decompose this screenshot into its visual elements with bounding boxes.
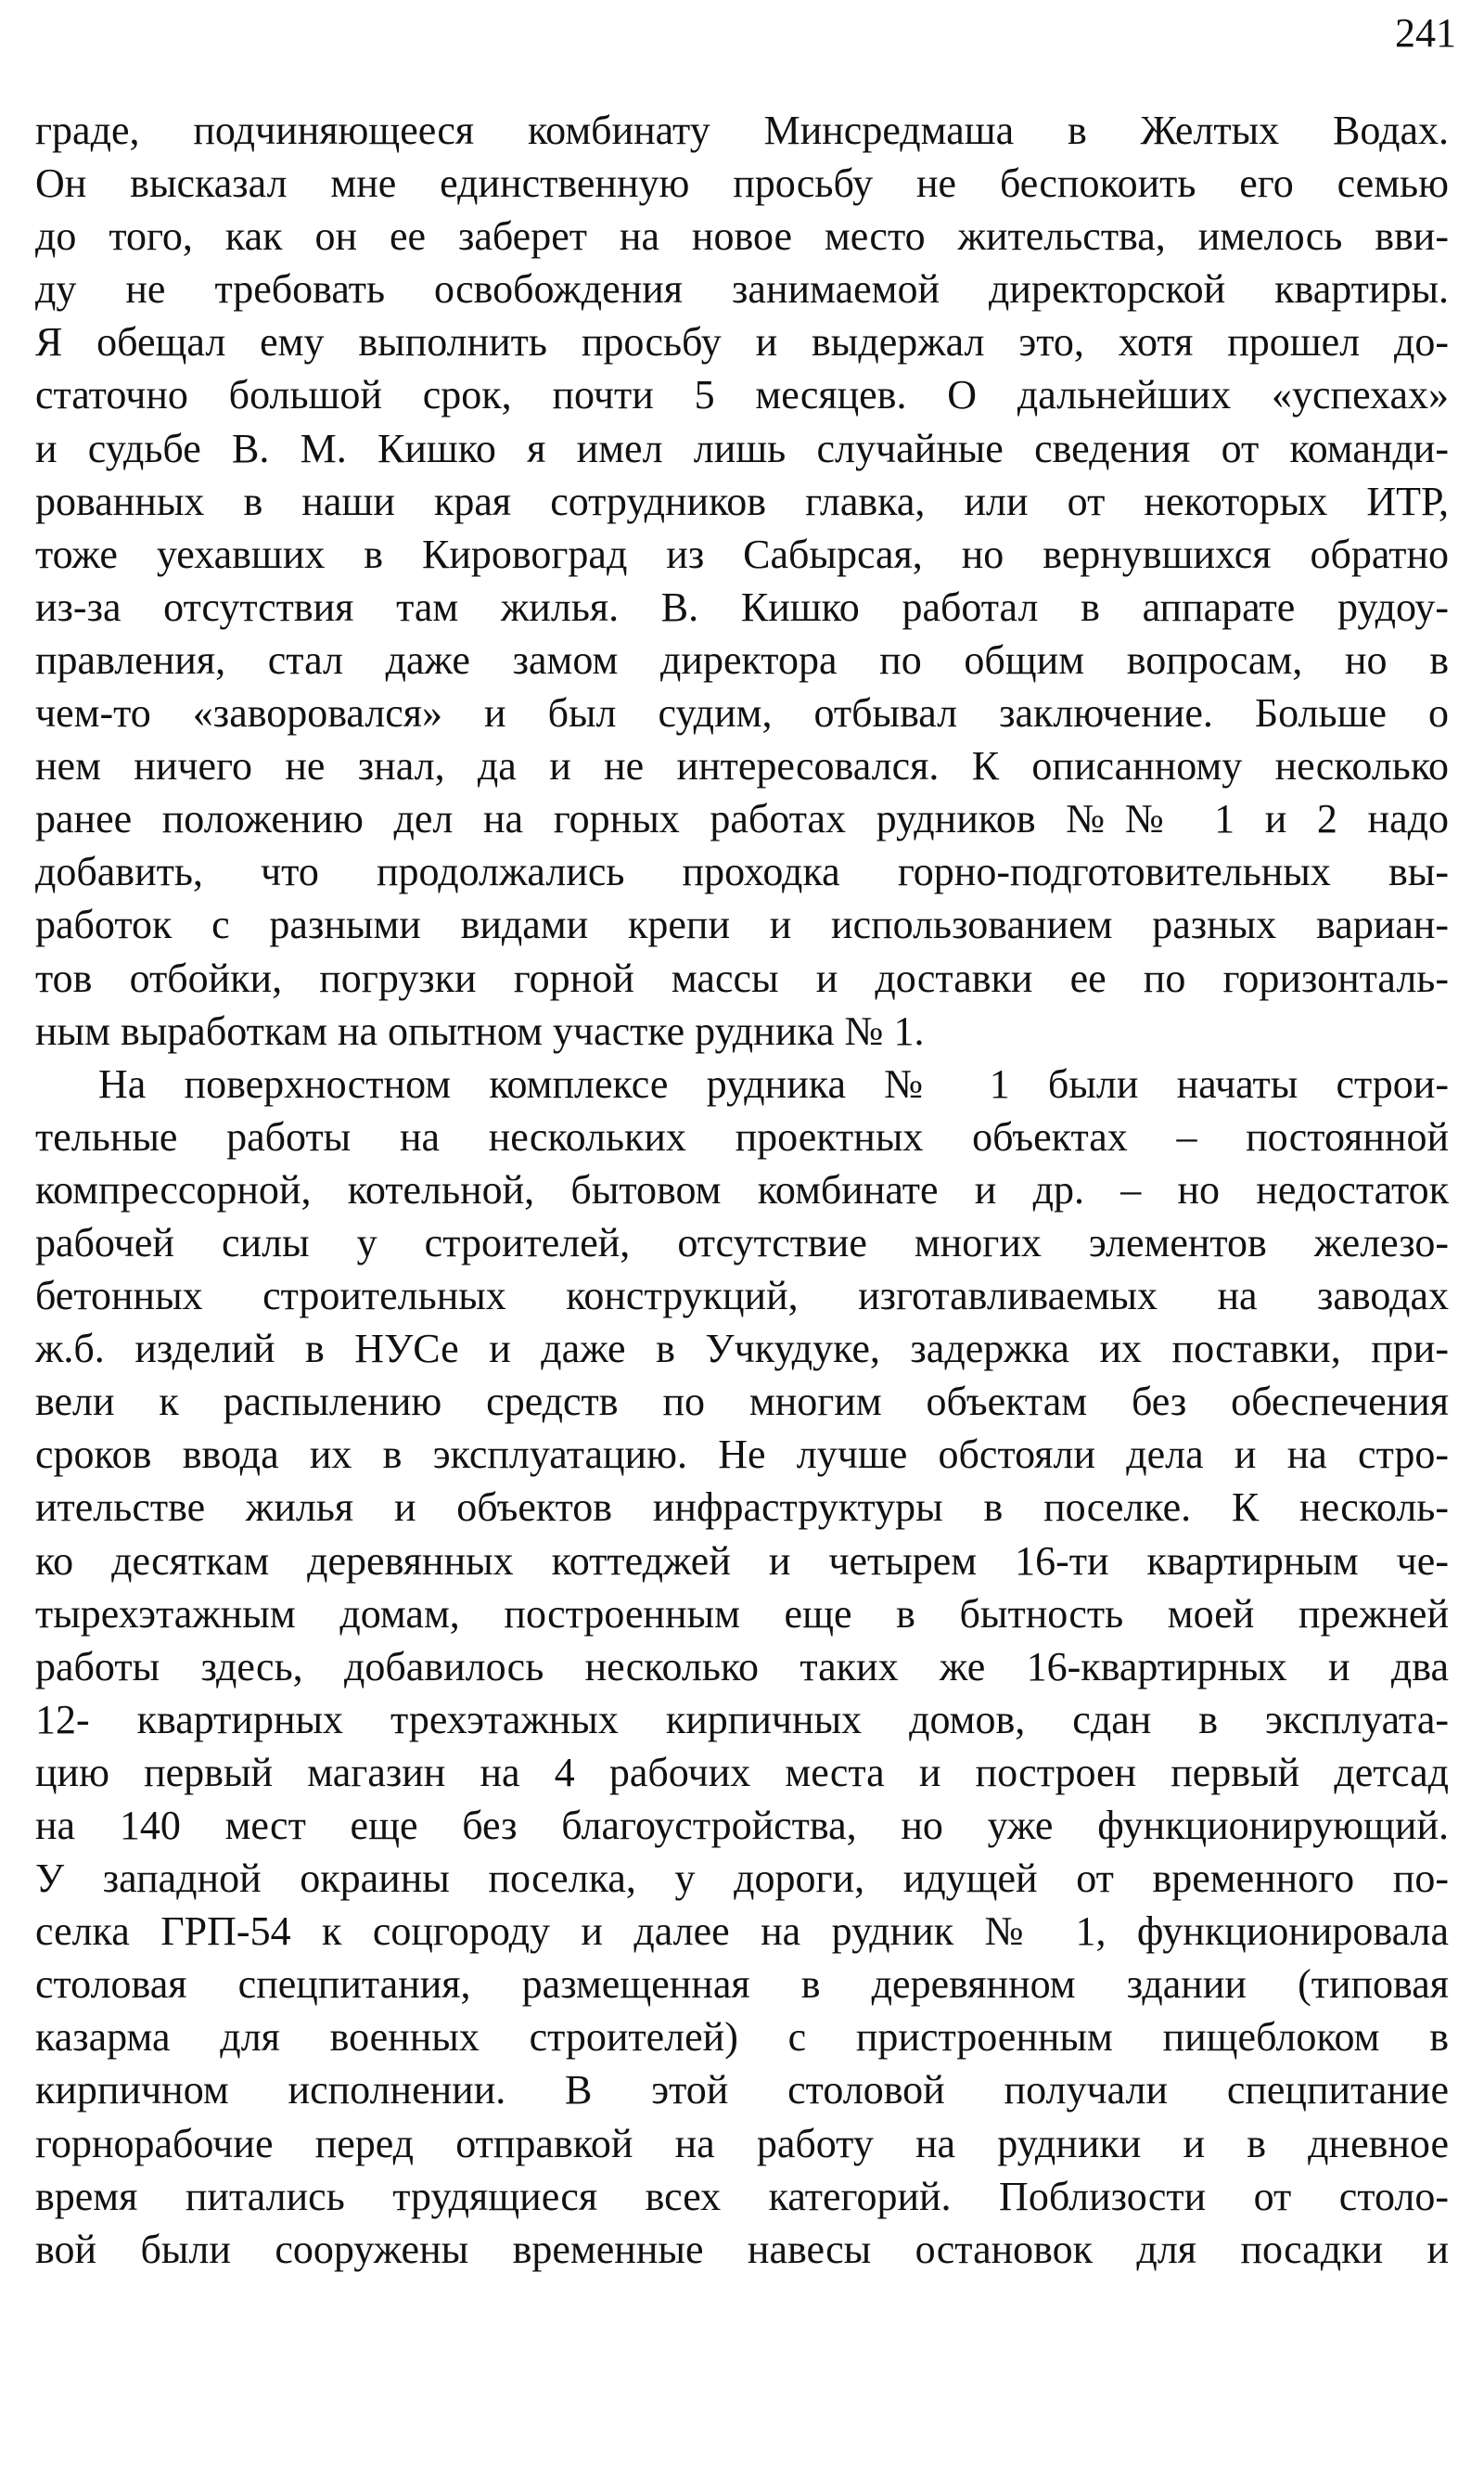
text-line: до того, как он ее заберет на новое место жительства, имелось вви- xyxy=(35,213,1449,260)
text-line: горнорабочие перед отправкой на работу на рудники и в дневное xyxy=(35,2120,1449,2166)
text-line: время питались трудящиеся всех категорий. Поблизости от столо- xyxy=(35,2173,1449,2219)
text-line: тоже уехавших в Кировоград из Сабырсая, но вернувшихся обратно xyxy=(35,531,1449,577)
text-line: компрессорной, котельной, бытовом комбинате и др. – но недостаток xyxy=(35,1166,1449,1213)
page-number: 241 xyxy=(1395,10,1456,56)
text-line: чем-то «заворовался» и был судим, отбывал заключение. Больше о xyxy=(35,690,1449,737)
text-line: тов отбойки, погрузки горной массы и доставки ее по горизонталь- xyxy=(35,955,1449,1001)
text-line: На поверхностном комплексе рудника № 1 были начаты строи- xyxy=(98,1060,1449,1107)
text-line: сроков ввода их в эксплуатацию. Не лучше обстояли дела и на стро- xyxy=(35,1432,1449,1478)
text-line: нем ничего не знал, да и не интересовался. К описанному несколько xyxy=(35,743,1449,790)
text-line: и судьбе В. М. Кишко я имел лишь случайные сведения от команди- xyxy=(35,425,1449,471)
text-line: тырехэтажным домам, построенным еще в бытность моей прежней xyxy=(35,1590,1449,1637)
text-line: работы здесь, добавилось несколько таких же 16-квартирных и два xyxy=(35,1643,1449,1689)
text-line: ж.б. изделий в НУСе и даже в Учкудуке, задержка их поставки, при- xyxy=(35,1326,1449,1372)
text-line: ко десяткам деревянных коттеджей и четырем 16-ти квартирным че- xyxy=(35,1537,1449,1584)
text-line: добавить, что продолжались проходка горно-подготовительных вы- xyxy=(35,849,1449,895)
text-line: работок с разными видами крепи и использованием разных вариан- xyxy=(35,902,1449,948)
body-text xyxy=(35,104,1449,2276)
text-line: граде, подчиняющееся комбинату Минсредмаша в Желтых Водах. xyxy=(35,108,1449,153)
text-line: рабочей силы у строителей, отсутствие многих элементов железо- xyxy=(35,1219,1449,1265)
text-line: из-за отсутствия там жилья. В. Кишко работал в аппарате рудоу- xyxy=(35,584,1449,630)
text-line: ительстве жилья и объектов инфраструктуры в поселке. К несколь- xyxy=(35,1484,1449,1531)
text-line: Он высказал мне единственную просьбу не беспокоить его семью xyxy=(35,161,1449,207)
text-line: рованных в наши края сотрудников главка, или от некоторых ИТР, xyxy=(35,478,1449,524)
text-line: вели к распылению средств по многим объектам без обеспечения xyxy=(35,1379,1449,1425)
text-line: правления, стал даже замом директора по общим вопросам, но в xyxy=(35,636,1449,683)
text-line: казарма для военных строителей) с пристроенным пищеблоком в xyxy=(35,2014,1449,2061)
text-line: цию первый магазин на 4 рабочих места и построен первый детсад xyxy=(35,1749,1449,1795)
text-line: бетонных строительных конструкций, изготавливаемых на заводах xyxy=(35,1273,1449,1319)
text-line: вой были сооружены временные навесы остановок для посадки и xyxy=(35,2226,1449,2272)
text-line: Я обещал ему выполнить просьбу и выдержал это, хотя прошел до- xyxy=(35,319,1449,366)
text-line: ранее положению дел на горных работах рудников №№ 1 и 2 надо xyxy=(35,796,1449,842)
text-line: ду не требовать освобождения занимаемой директорской квартиры. xyxy=(35,266,1449,313)
text-line: статочно большой срок, почти 5 месяцев. О дальнейших «успехах» xyxy=(35,372,1449,418)
text-line: У западной окраины поселка, у дороги, идущей от временного по- xyxy=(35,1856,1449,1902)
text-line: столовая спецпитания, размещенная в деревянном здании (типовая xyxy=(35,1961,1449,2008)
paragraph xyxy=(35,104,1449,1058)
text-line: ным выработкам на опытном участке рудника № 1. xyxy=(35,1008,925,1054)
text-line: 12- квартирных трехэтажных кирпичных домов, сдан в эксплуата- xyxy=(35,1696,1449,1742)
text-line: тельные работы на нескольких проектных объектах – постоянной xyxy=(35,1113,1449,1160)
text-line: кирпичном исполнении. В этой столовой получали спецпитание xyxy=(35,2067,1449,2113)
text-line: селка ГРП-54 к соцгороду и далее на рудник № 1, функционировала xyxy=(35,1908,1449,1955)
paragraph xyxy=(35,1058,1449,2276)
text-line: на 140 мест еще без благоустройства, но уже функционирующий. xyxy=(35,1803,1449,1848)
